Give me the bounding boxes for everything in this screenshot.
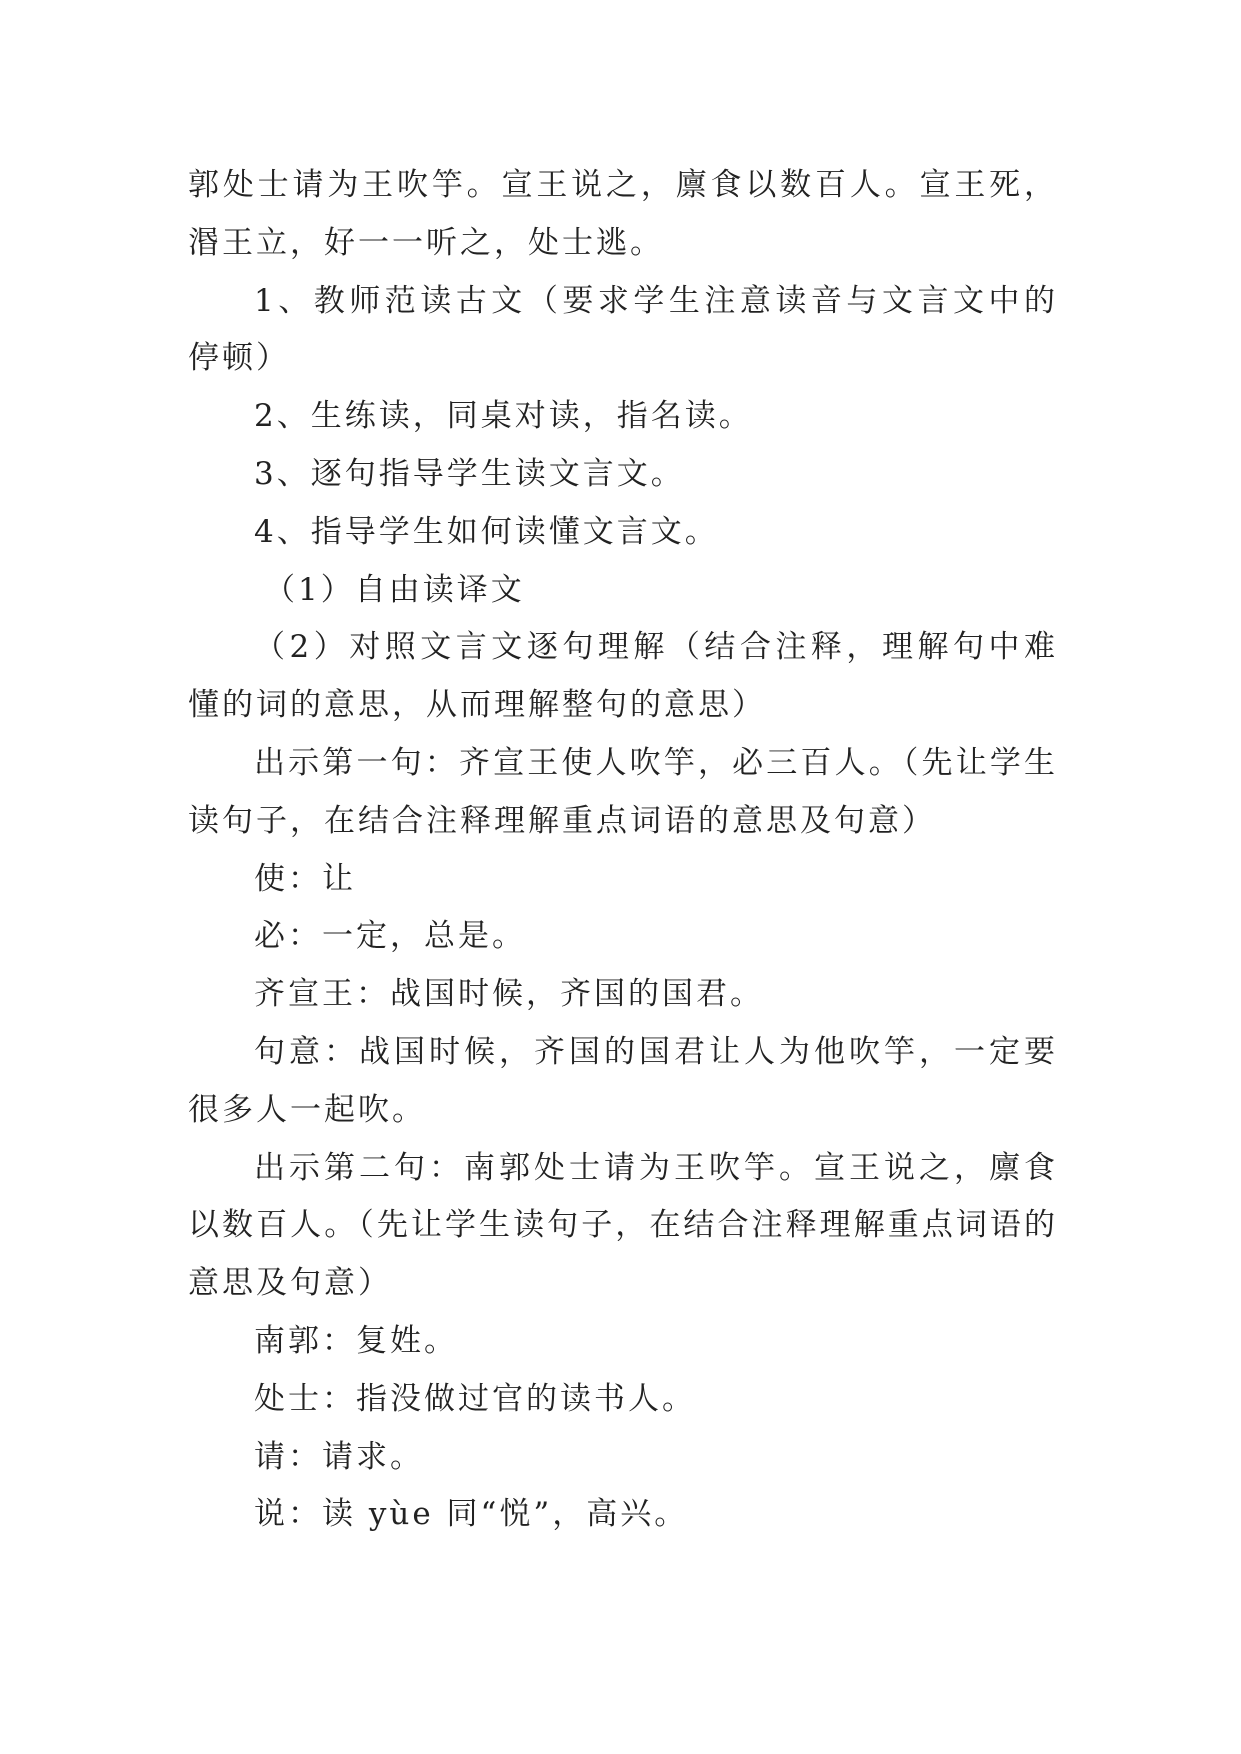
paragraph-sentence-1: 出示第一句：齐宣王使人吹竽，必三百人。（先让学生读句子，在结合注释理解重点词语的意思及句意）	[188, 744, 1058, 839]
paragraph-gloss-yue: 说：读 yùe 同“悦”，高兴。	[254, 1496, 689, 1533]
paragraph-gloss-nanguo: 南郭：复姓。	[254, 1322, 458, 1359]
paragraph-gloss-qixuanwang: 齐宣王：战国时候，齐国的国君。	[254, 976, 764, 1013]
paragraph-gloss-qing: 请：请求。	[254, 1438, 424, 1475]
paragraph-step-1: 1、教师范读古文（要求学生注意读音与文言文中的停顿）	[188, 282, 1058, 377]
paragraph-gloss-chushi: 处士：指没做过官的读书人。	[254, 1380, 696, 1417]
paragraph-step-3: 3、逐句指导学生读文言文。	[254, 455, 685, 492]
paragraph-sentence-2: 出示第二句：南郭处士请为王吹竽。宣王说之，廪食以数百人。（先让学生读句子，在结合注释理解重点词语的意思及句意）	[188, 1149, 1058, 1302]
document-page	[188, 157, 1058, 1544]
paragraph-gloss-bi: 必：一定，总是。	[254, 918, 526, 955]
paragraph-sentence-1-meaning: 句意：战国时候，齐国的国君让人为他吹竽，一定要很多人一起吹。	[188, 1033, 1058, 1128]
paragraph-step-4: 4、指导学生如何读懂文言文。	[254, 513, 719, 550]
paragraph-gloss-shi: 使：让	[254, 860, 356, 897]
paragraph-substep-1: （1）自由读译文	[264, 571, 525, 608]
paragraph-step-2: 2、生练读，同桌对读，指名读。	[254, 398, 753, 435]
paragraph-story-text: 郭处士请为王吹竽。宣王说之，廪食以数百人。宣王死，湣王立，好一一听之，处士逃。	[188, 167, 1058, 261]
paragraph-substep-2: （2）对照文言文逐句理解（结合注释，理解句中难懂的词的意思，从而理解整句的意思）	[188, 629, 1058, 724]
